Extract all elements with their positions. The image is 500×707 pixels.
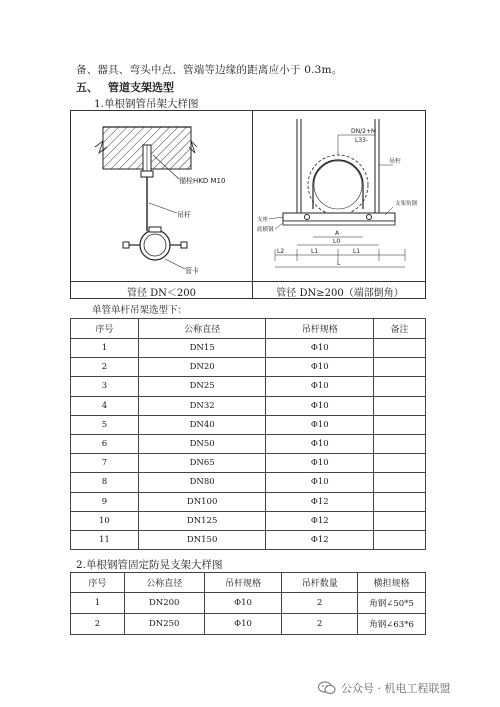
table-cell: Φ10 [204, 614, 282, 635]
table-cell: 角钢∠63*6 [358, 614, 426, 635]
table-cell: Φ10 [266, 415, 374, 434]
table-cell: DN32 [138, 396, 266, 415]
table-cell: DN50 [138, 434, 266, 453]
watermark [318, 680, 451, 696]
table-cell [374, 473, 426, 492]
table-row [71, 454, 426, 473]
table-row [71, 473, 426, 492]
clamp-label: 管卡 [185, 267, 199, 275]
table-cell: 8 [71, 473, 139, 492]
section-heading [76, 79, 174, 95]
table-cell [374, 339, 426, 358]
table-cell: Φ10 [266, 377, 374, 396]
rod-label: 吊杆 [177, 211, 191, 219]
table-cell: 1 [71, 593, 125, 614]
dim-l2: L2 [277, 248, 285, 255]
header-cell: 序号 [71, 573, 125, 593]
table-cell: 10 [71, 511, 139, 530]
sway-brace-table [70, 572, 426, 635]
table-row [71, 434, 426, 453]
top-dim-label: DN/2+M [351, 128, 377, 135]
subsection-2-title: 2.单根钢管固定防晃支架大样图 [76, 559, 223, 571]
table-cell: DN65 [138, 454, 266, 473]
table-row [71, 593, 426, 614]
table-cell [374, 358, 426, 377]
table-cell: Φ10 [266, 396, 374, 415]
table-row [71, 530, 426, 549]
header-cell: 横担规格 [358, 573, 426, 593]
section-number: 五、 [76, 81, 98, 94]
table-cell: Φ10 [266, 339, 374, 358]
top-dim2-label: L33- [355, 137, 369, 144]
table-cell: DN20 [138, 358, 266, 377]
left-caption: 管径 DN＜200 [126, 288, 197, 299]
header-cell: 公称直径 [124, 573, 204, 593]
right-rod-label: 吊杆 [389, 158, 402, 165]
table-cell: Φ10 [266, 454, 374, 473]
table-cell: DN80 [138, 473, 266, 492]
table-cell [374, 492, 426, 511]
dim-l0: L0 [333, 238, 341, 245]
header-cell: 公称直径 [138, 319, 266, 339]
table-cell: 3 [71, 377, 139, 396]
table-cell: DN125 [138, 511, 266, 530]
table-cell: DN25 [138, 377, 266, 396]
right-caption: 管径 DN≥200（端部倒角） [276, 288, 404, 299]
header-cell: 吊杆数量 [282, 573, 358, 593]
hanger-selection-table [70, 318, 426, 550]
dim-l1a: L1 [311, 248, 319, 255]
large-pipe-support-drawing [255, 113, 425, 279]
support-label: 支座 [257, 217, 269, 223]
table-cell: 2 [282, 593, 358, 614]
table-header-row [71, 319, 426, 339]
table-1-title: 单管单杆吊架选型下： [92, 305, 188, 316]
table-cell [374, 511, 426, 530]
small-pipe-hanger-drawing [73, 113, 251, 279]
table-cell: DN15 [138, 339, 266, 358]
header-cell: 备注 [374, 319, 426, 339]
table-cell: DN250 [124, 614, 204, 635]
table-row [71, 492, 426, 511]
intro-text: 备、器具、弯头中点、管端等边缘的距离应小于 0.3m。 [76, 64, 343, 76]
table-row [71, 614, 426, 635]
table-cell: 角钢∠50*5 [358, 593, 426, 614]
table-cell: Φ12 [266, 492, 374, 511]
table-row [71, 358, 426, 377]
watermark-text: 公众号 · 机电工程联盟 [341, 682, 451, 695]
table-cell: 6 [71, 434, 139, 453]
header-cell: 序号 [71, 319, 139, 339]
table-cell [374, 530, 426, 549]
table-cell: 2 [71, 614, 125, 635]
table-cell: 7 [71, 454, 139, 473]
anchor-label: 锚栓HKD M10 [179, 177, 226, 185]
table-cell: DN100 [138, 492, 266, 511]
table-cell: 11 [71, 530, 139, 549]
dim-l: L [337, 260, 341, 267]
table-cell: Φ10 [266, 434, 374, 453]
wechat-icon [318, 681, 336, 695]
table-cell: Φ12 [266, 511, 374, 530]
dim-a: A [335, 230, 340, 237]
table-row [71, 377, 426, 396]
angle-steel-label: 支架角钢 [395, 201, 418, 207]
bottom-steel-label: 底横钢 [257, 227, 274, 233]
table-cell [374, 396, 426, 415]
table-cell [374, 434, 426, 453]
table-cell: Φ10 [266, 358, 374, 377]
table-row [71, 511, 426, 530]
table-cell: DN150 [138, 530, 266, 549]
caption-divider [71, 281, 425, 282]
table-cell [374, 415, 426, 434]
table-row [71, 339, 426, 358]
header-cell: 吊杆规格 [204, 573, 282, 593]
figure-1-box [70, 110, 426, 299]
table-cell: DN40 [138, 415, 266, 434]
dim-l1b: L1 [353, 248, 361, 255]
table-cell: Φ10 [266, 473, 374, 492]
table-cell: Φ12 [266, 530, 374, 549]
header-cell: 吊杆规格 [266, 319, 374, 339]
table-row [71, 396, 426, 415]
table-cell: 2 [71, 358, 139, 377]
table-cell: 1 [71, 339, 139, 358]
table-row [71, 415, 426, 434]
table-cell: DN200 [124, 593, 204, 614]
table-cell [374, 377, 426, 396]
table-cell [374, 454, 426, 473]
subsection-1-title: 1.单根钢管吊架大样图 [94, 98, 199, 110]
table-cell: 2 [282, 614, 358, 635]
table-cell: 9 [71, 492, 139, 511]
figure-divider [252, 111, 253, 298]
table-cell: 4 [71, 396, 139, 415]
table-header-row [71, 573, 426, 593]
table-cell: Φ10 [204, 593, 282, 614]
table-cell: 5 [71, 415, 139, 434]
section-title: 管道支架选型 [108, 81, 174, 94]
